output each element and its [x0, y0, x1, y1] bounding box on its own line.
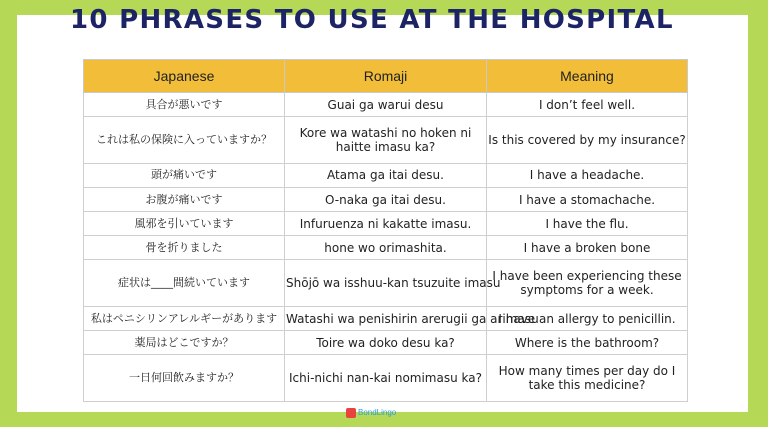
romaji-cell: Kore wa watashi no hoken ni haitte imasu ka?	[285, 117, 487, 164]
japanese-cell: 症状は____間続いています	[84, 260, 285, 307]
japanese-cell: 私はペニシリンアレルギーがあります	[84, 307, 285, 331]
brand-logo	[346, 408, 396, 418]
table-header-row	[84, 60, 688, 93]
japanese-cell: 薬局はどこですか？	[84, 331, 285, 355]
meaning-cell: Is this covered by my insurance?	[487, 117, 688, 164]
page-title: 10 PHRASES TO USE AT THE HOSPITAL	[70, 5, 674, 35]
header-japanese: Japanese	[84, 60, 285, 93]
table-row	[84, 187, 688, 211]
romaji-cell: O-naka ga itai desu.	[285, 187, 487, 211]
table-row	[84, 307, 688, 331]
table-row	[84, 260, 688, 307]
table-row	[84, 93, 688, 117]
meaning-cell: I have a stomachache.	[487, 187, 688, 211]
logo-icon	[346, 408, 356, 418]
japanese-cell: 一日何回飲みますか？	[84, 355, 285, 402]
table-row	[84, 355, 688, 402]
table-row	[84, 331, 688, 355]
meaning-cell: Where is the bathroom?	[487, 331, 688, 355]
japanese-cell: 骨を折りました	[84, 236, 285, 260]
romaji-cell: Shōjō wa isshuu-kan tsuzuite imasu	[285, 260, 487, 307]
japanese-cell: 頭が痛いです	[84, 163, 285, 187]
japanese-cell: 具合が悪いです	[84, 93, 285, 117]
romaji-cell: Ichi-nichi nan-kai nomimasu ka?	[285, 355, 487, 402]
table-row	[84, 117, 688, 164]
romaji-cell: Infuruenza ni kakatte imasu.	[285, 212, 487, 236]
meaning-cell: I have a broken bone	[487, 236, 688, 260]
table-row	[84, 236, 688, 260]
meaning-cell: I don’t feel well.	[487, 93, 688, 117]
header-romaji: Romaji	[285, 60, 487, 93]
japanese-cell: 風邪を引いています	[84, 212, 285, 236]
phrases-table	[83, 59, 688, 402]
romaji-cell: hone wo orimashita.	[285, 236, 487, 260]
japanese-cell: これは私の保険に入っていますか？	[84, 117, 285, 164]
logo-text: BondLingo	[358, 408, 397, 418]
meaning-cell: I have been experiencing these symptoms for a week.	[487, 260, 688, 307]
romaji-cell: Toire wa doko desu ka?	[285, 331, 487, 355]
meaning-cell: I have the flu.	[487, 212, 688, 236]
table-row	[84, 163, 688, 187]
japanese-cell: お腹が痛いです	[84, 187, 285, 211]
header-meaning: Meaning	[487, 60, 688, 93]
meaning-cell: I have an allergy to penicillin.	[487, 307, 688, 331]
meaning-cell: How many times per day do I take this medicine?	[487, 355, 688, 402]
romaji-cell: Guai ga warui desu	[285, 93, 487, 117]
romaji-cell: Atama ga itai desu.	[285, 163, 487, 187]
meaning-cell: I have a headache.	[487, 163, 688, 187]
romaji-cell: Watashi wa penishirin arerugii ga arimasu	[285, 307, 487, 331]
table-row	[84, 212, 688, 236]
